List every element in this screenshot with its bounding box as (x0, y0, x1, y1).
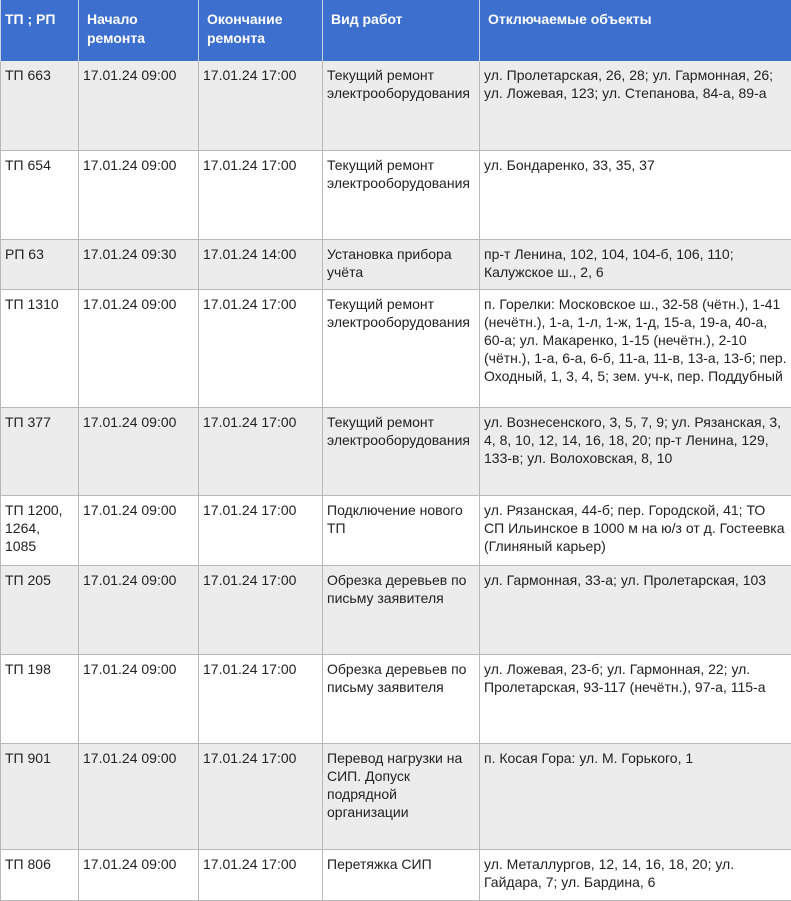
cell-tp: ТП 377 (1, 407, 79, 495)
cell-kind: Обрезка деревьев по письму заявителя (323, 565, 480, 654)
cell-end: 17.01.24 17:00 (199, 61, 323, 150)
cell-objects: ул. Пролетарская, 26, 28; ул. Гармонная, 26; ул. Ложевая, 123; ул. Степанова, 84-а, 89-а (480, 61, 791, 150)
cell-start: 17.01.24 09:00 (79, 289, 199, 407)
cell-start: 17.01.24 09:30 (79, 239, 199, 289)
cell-objects: п. Косая Гора: ул. М. Горького, 1 (480, 743, 791, 849)
cell-start: 17.01.24 09:00 (79, 61, 199, 150)
cell-end: 17.01.24 17:00 (199, 565, 323, 654)
cell-tp: ТП 806 (1, 849, 79, 900)
cell-objects: ул. Вознесенского, 3, 5, 7, 9; ул. Рязанская, 3, 4, 8, 10, 12, 14, 16, 18, 20; пр-т Ленина, 129, 133-в; ул. Волоховская, 8, 10 (480, 407, 791, 495)
cell-start: 17.01.24 09:00 (79, 654, 199, 743)
cell-kind: Обрезка деревьев по письму заявителя (323, 654, 480, 743)
cell-tp: ТП 1200, 1264, 1085 (1, 495, 79, 565)
cell-objects: ул. Рязанская, 44-б; пер. Городской, 41; ТО СП Ильинское в 1000 м на ю/з от д. Гостеевка (Глиняный карьер) (480, 495, 791, 565)
header-kind: Вид работ (323, 0, 480, 61)
cell-objects: ул. Металлургов, 12, 14, 16, 18, 20; ул. Гайдара, 7; ул. Бардина, 6 (480, 849, 791, 900)
cell-kind: Текущий ремонт электрооборудования (323, 150, 480, 239)
cell-kind: Перетяжка СИП (323, 849, 480, 900)
table-header (1, 0, 791, 61)
cell-tp: ТП 198 (1, 654, 79, 743)
cell-objects: п. Горелки: Московское ш., 32-58 (чётн.), 1-41 (нечётн.), 1-а, 1-л, 1-ж, 1-д, 15-а, 19-а, 40-а, 60-а; ул. Макаренко, 1-15 (нечётн.), 2-10 (чётн.), 1-а, 6-а, 6-б, 11-а, 11-в, 13-а, 13-б; пер. Оходный, 1, 3, 4, 5; зем. уч-к, пер. Поддубный (480, 289, 791, 407)
table-row (1, 849, 791, 900)
table-row (1, 743, 791, 849)
cell-start: 17.01.24 09:00 (79, 407, 199, 495)
table-row (1, 407, 791, 495)
header-objects: Отключаемые объекты (480, 0, 791, 61)
cell-objects: ул. Гармонная, 33-а; ул. Пролетарская, 103 (480, 565, 791, 654)
cell-kind: Подключение нового ТП (323, 495, 480, 565)
table-row (1, 61, 791, 150)
cell-kind: Текущий ремонт электрооборудования (323, 407, 480, 495)
cell-kind: Текущий ремонт электрооборудования (323, 289, 480, 407)
cell-objects: ул. Бондаренко, 33, 35, 37 (480, 150, 791, 239)
table-row (1, 239, 791, 289)
header-row (1, 0, 791, 61)
cell-start: 17.01.24 09:00 (79, 150, 199, 239)
table-row (1, 495, 791, 565)
cell-end: 17.01.24 17:00 (199, 289, 323, 407)
table-row (1, 565, 791, 654)
cell-start: 17.01.24 09:00 (79, 495, 199, 565)
table-body (1, 61, 791, 900)
cell-kind: Установка прибора учёта (323, 239, 480, 289)
cell-end: 17.01.24 17:00 (199, 150, 323, 239)
cell-end: 17.01.24 17:00 (199, 495, 323, 565)
cell-kind: Текущий ремонт электрооборудования (323, 61, 480, 150)
table-row (1, 150, 791, 239)
table-row (1, 654, 791, 743)
header-tp: ТП ; РП (1, 0, 79, 61)
cell-start: 17.01.24 09:00 (79, 565, 199, 654)
cell-tp: ТП 663 (1, 61, 79, 150)
table-row (1, 289, 791, 407)
cell-objects: пр-т Ленина, 102, 104, 104-б, 106, 110; Калужское ш., 2, 6 (480, 239, 791, 289)
cell-tp: ТП 1310 (1, 289, 79, 407)
header-end: Окончание ремонта (199, 0, 323, 61)
cell-start: 17.01.24 09:00 (79, 743, 199, 849)
cell-objects: ул. Ложевая, 23-б; ул. Гармонная, 22; ул. Пролетарская, 93-117 (нечётн.), 97-а, 115-а (480, 654, 791, 743)
cell-tp: ТП 654 (1, 150, 79, 239)
cell-tp: РП 63 (1, 239, 79, 289)
cell-tp: ТП 205 (1, 565, 79, 654)
cell-end: 17.01.24 14:00 (199, 239, 323, 289)
cell-end: 17.01.24 17:00 (199, 654, 323, 743)
cell-end: 17.01.24 17:00 (199, 743, 323, 849)
cell-tp: ТП 901 (1, 743, 79, 849)
cell-end: 17.01.24 17:00 (199, 849, 323, 900)
cell-kind: Перевод нагрузки на СИП. Допуск подрядной организации (323, 743, 480, 849)
cell-start: 17.01.24 09:00 (79, 849, 199, 900)
cell-end: 17.01.24 17:00 (199, 407, 323, 495)
header-start: Начало ремонта (79, 0, 199, 61)
